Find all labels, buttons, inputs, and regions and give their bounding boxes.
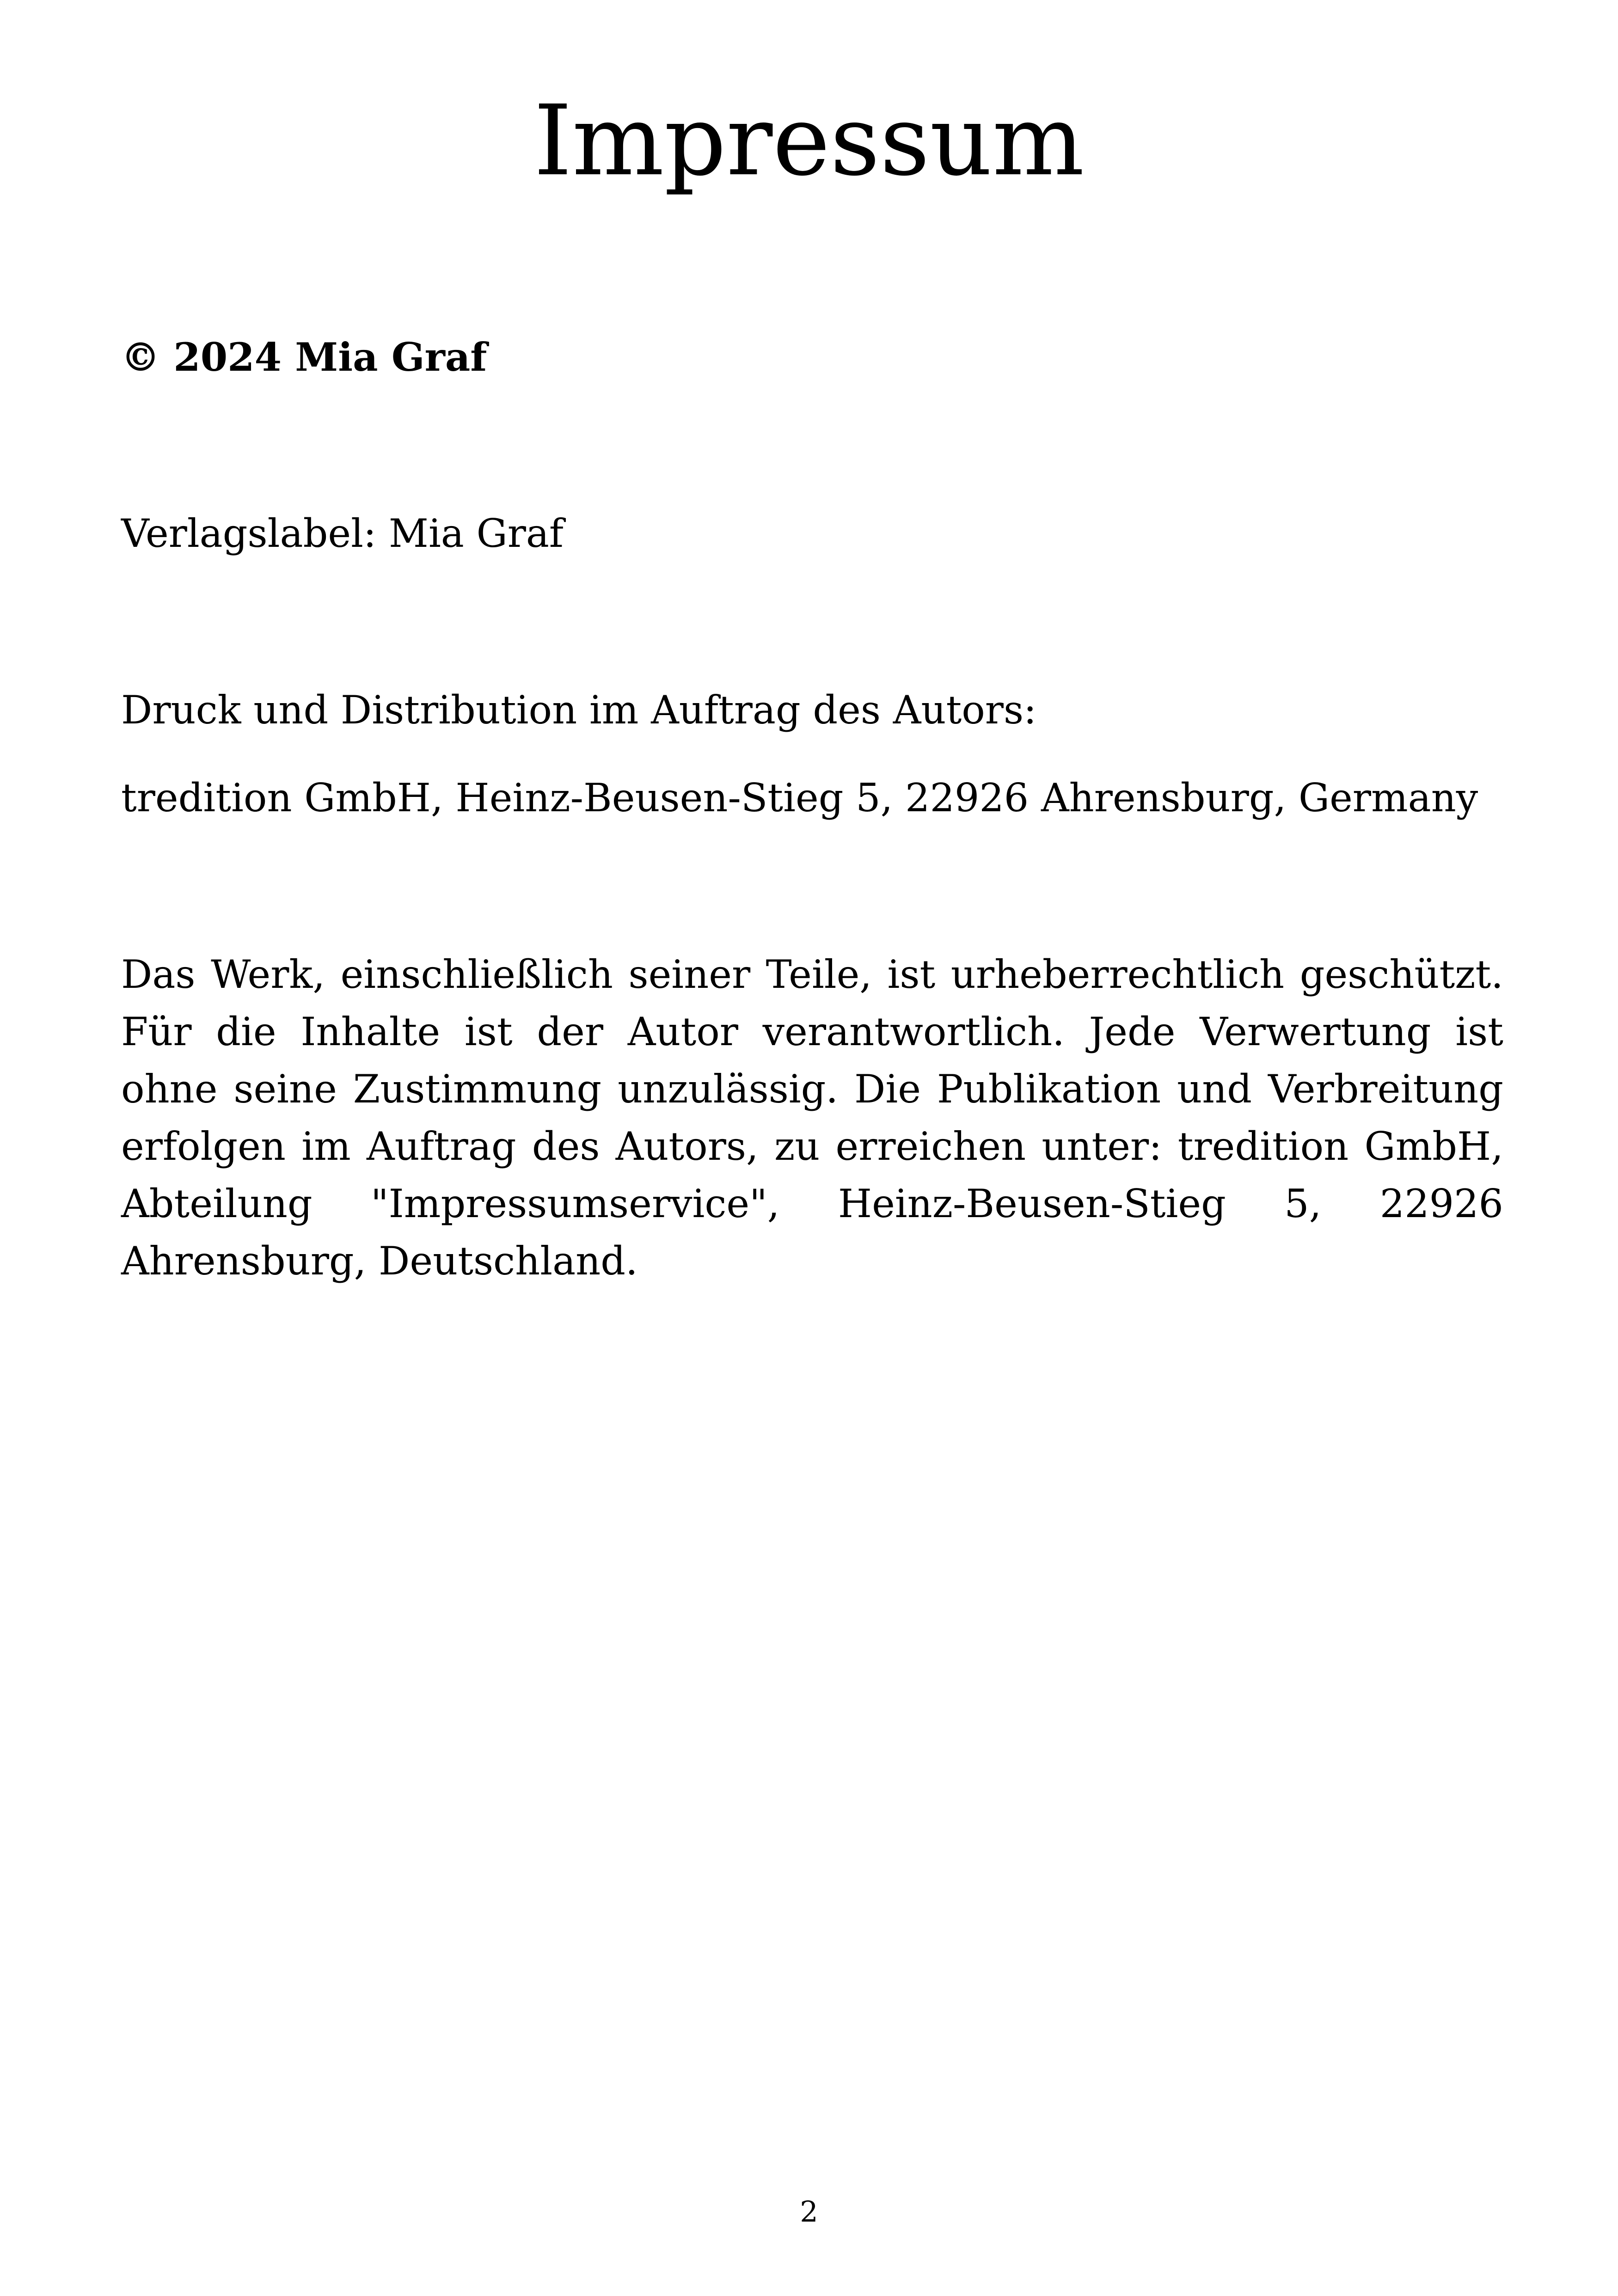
- publisher-label-line: Verlagslabel: Mia Graf: [121, 511, 564, 556]
- publisher-address: tredition GmbH, Heinz-Beusen-Stieg 5, 22926 Ahrensburg, Germany: [121, 775, 1478, 820]
- page-number: 2: [800, 2195, 818, 2229]
- print-distribution-heading: Druck und Distribution im Auftrag des Autors:: [121, 687, 1037, 733]
- copyright-line: © 2024 Mia Graf: [121, 334, 487, 380]
- page-title: Impressum: [533, 84, 1085, 197]
- legal-notice-paragraph: Das Werk, einschließlich seiner Teile, ist urheberrechtlich geschützt. Für die Inhalte ist der Autor verantwortlich. Jede Verwertung ist ohne seine Zustimmung unzulässig. Die Publikation und Verbreitung erfolgen im Auftrag des Autors, zu erreichen unter: tredition GmbH, Abteilung "Impressumservice", Heinz-Beusen-Stieg 5, 22926 Ahrensburg, Deutschland.: [121, 952, 1503, 1284]
